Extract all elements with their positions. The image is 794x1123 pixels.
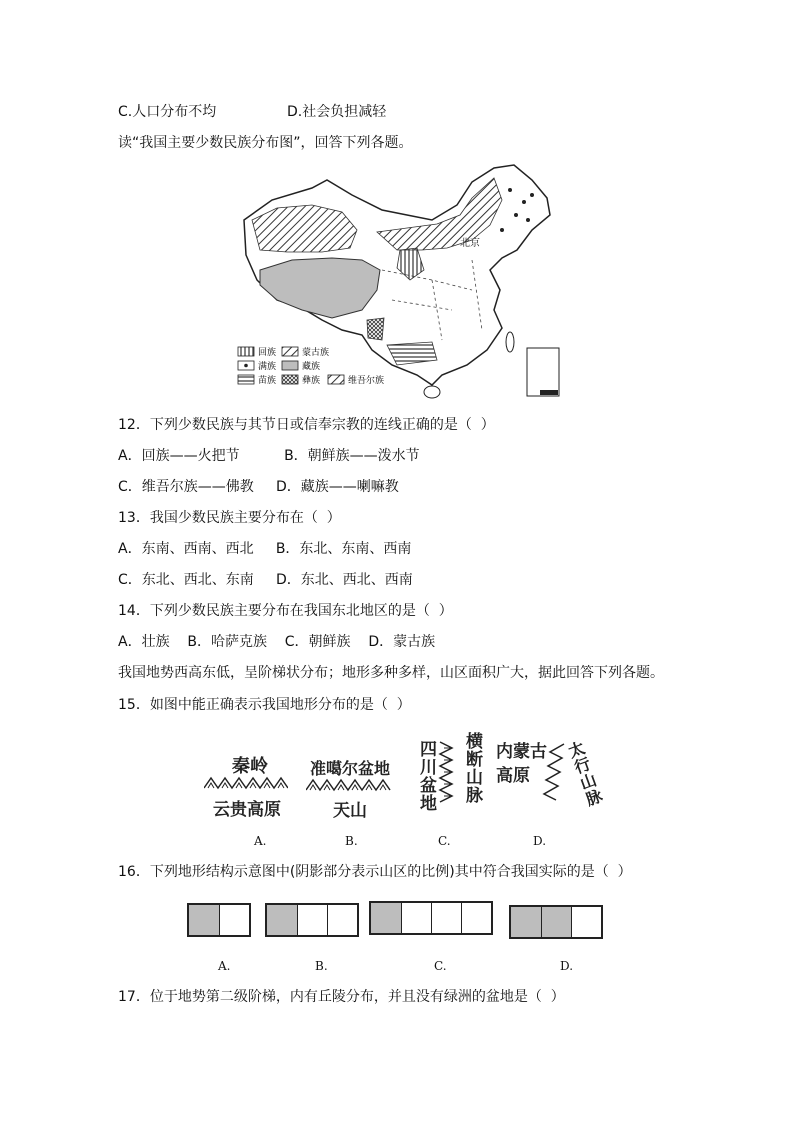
uyghur-region — [252, 205, 357, 252]
beijing-label: 北京 — [460, 238, 480, 249]
map-intro: 读“我国主要少数民族分布图”，回答下列各题。 — [118, 135, 413, 151]
svg-text:满族: 满族 — [258, 362, 277, 372]
q16-a-letter: A. — [218, 959, 231, 973]
option-d-prev: D.社会负担减轻 — [287, 104, 387, 120]
q14: 14．下列少数民族主要分布在我国东北地区的是（ ） — [118, 603, 453, 619]
q15-c-letter: C. — [438, 834, 451, 848]
svg-text:维吾尔族: 维吾尔族 — [348, 376, 385, 386]
svg-text:苗族: 苗族 — [258, 376, 277, 386]
q16: 16．下列地形结构示意图中(阴影部分表示山区的比例)其中符合我国实际的是（ ） — [118, 864, 632, 880]
q15-a-letter: A. — [254, 834, 267, 848]
q15-c-mountains — [438, 740, 458, 804]
q16-b-diagram — [265, 903, 359, 937]
minority-map — [232, 160, 572, 405]
q16-b-letter: B. — [315, 959, 328, 973]
zang-region — [260, 258, 380, 318]
q15-d-left: 内蒙古高原 — [496, 742, 547, 786]
option-c-prev: C.人口分布不均 — [118, 104, 217, 120]
q15-d-right: 太行山脉 — [563, 738, 605, 810]
q15-a-top: 秦岭 — [232, 756, 268, 777]
q13-cd: C．东北、西北、东南 D．东北、西北、西南 — [118, 572, 413, 588]
q15-a-mountains — [204, 774, 288, 790]
terrain-intro: 我国地势西高东低，呈阶梯状分布；地形多种多样，山区面积广大，据此回答下列各题。 — [118, 665, 664, 681]
q15-b-top: 准噶尔盆地 — [310, 759, 391, 778]
svg-text:彝族: 彝族 — [302, 376, 321, 386]
q13-ab: A．东南、西南、西北 B．东北、东南、西南 — [118, 541, 412, 557]
q15-c-left: 四川盆地 — [416, 740, 436, 812]
q15-a-bottom: 云贵高原 — [213, 800, 281, 820]
q15-b-bottom: 天山 — [333, 801, 367, 821]
q13: 13．我国少数民族主要分布在（ ） — [118, 510, 341, 526]
q12: 12．下列少数民族与其节日或信奉宗教的连线正确的是（ ） — [118, 417, 495, 433]
q15-b-mountains — [306, 776, 394, 792]
q15-c-right: 横断山脉 — [462, 732, 482, 804]
q15-b-letter: B. — [345, 834, 358, 848]
q12-cd: C．维吾尔族——佛教 D．藏族——喇嘛教 — [118, 479, 399, 495]
q16-c-diagram — [369, 901, 493, 935]
q16-c-letter: C. — [434, 959, 447, 973]
yi-region — [367, 318, 384, 340]
q15: 15．如图中能正确表示我国地形分布的是（ ） — [118, 697, 411, 713]
svg-text:回族: 回族 — [258, 348, 277, 358]
q15-d-letter: D. — [533, 834, 547, 848]
q14-options: A．壮族 B．哈萨克族 C．朝鲜族 D．蒙古族 — [118, 634, 436, 650]
svg-text:蒙古族: 蒙古族 — [302, 348, 330, 358]
map-legend — [238, 346, 384, 386]
q17: 17．位于地势第二级阶梯，内有丘陵分布，并且没有绿洲的盆地是（ ） — [118, 989, 565, 1005]
q16-d-diagram — [509, 905, 603, 939]
q12-ab: A．回族——火把节 B．朝鲜族——泼水节 — [118, 448, 420, 464]
q16-d-letter: D. — [560, 959, 574, 973]
q16-a-diagram — [187, 903, 251, 937]
svg-text:藏族: 藏族 — [302, 362, 321, 372]
